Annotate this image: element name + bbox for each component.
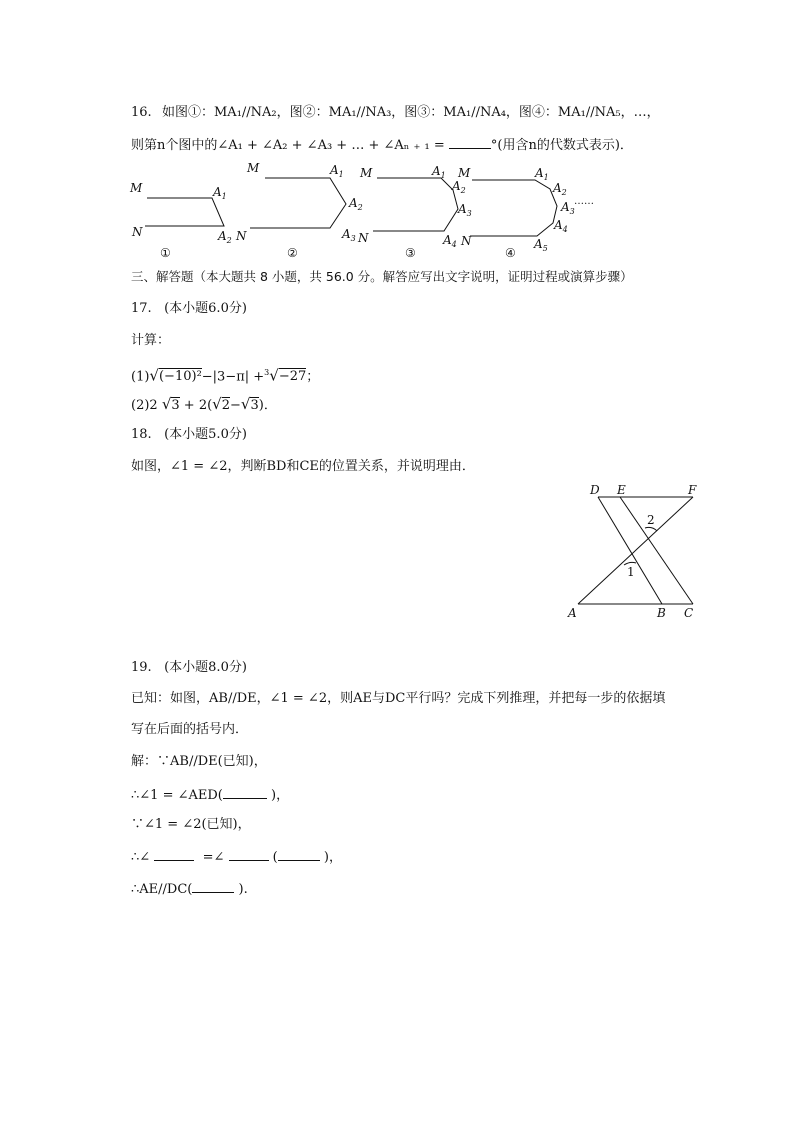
fig1-label-A2: $A_2$ [218,229,232,245]
q17-part2-radicand2: 2 [221,398,231,413]
q18-number: 18. [131,427,152,442]
q19-line1: 已知：如图，AB//DE，∠1 = ∠2，则AE与DC平行吗？完成下列推理，并把每一步的依据填 [131,691,666,706]
q17-part2-radicand1: 3 [171,398,180,413]
q17-part2-radicand3: 3 [250,398,259,413]
q17-part1-radicand1: (−10)² [158,369,202,385]
q19-step4-c: ( [272,850,278,865]
q19-step2-pre: ∴∠1 = ∠AED( [131,788,223,803]
fig4-caption: ④ [505,246,516,260]
q18-line-EC [620,497,693,604]
q17-prompt: 计算： [131,333,171,348]
q19-number: 19. [131,660,152,675]
fig2-label-M: M [247,161,260,175]
fig4-label-A4: $A_4$ [554,218,568,234]
q17-part2-mid: + 2( [179,398,213,413]
q19-blank-2[interactable] [154,847,194,861]
q19-blank-1[interactable] [223,785,267,799]
fig1-label-N: N [132,225,143,239]
q19-header [131,659,247,677]
fig4-label-N: N [461,234,472,248]
q19-step4-a: ∴∠ [131,850,151,865]
fig2-label-A1: $A_1$ [330,163,344,179]
q17-part1-end: ； [306,369,320,385]
q19-step4 [131,847,342,867]
fig4-label-A2: $A_2$ [553,181,567,197]
q16-line2-post: °(用含n的代数式表示)． [490,138,633,153]
q17-number: 17. [131,301,152,316]
q19-step5-pre: ∴AE//DC( [131,882,193,897]
fig1-label-M: M [130,181,143,195]
fig3-label-A2: $A_2$ [452,179,466,195]
fig2-caption: ② [287,246,298,260]
q18-score: (本小题5.0分) [164,427,247,442]
q16-line2-pre: 则第n个图中的∠A₁ + ∠A₂ + ∠A₃ + … + ∠Aₙ ₊ ₁ = [131,138,445,153]
fig4-label-A5: $A_5$ [534,237,548,253]
q18-label-1: 1 [627,565,635,579]
q17-score: (本小题6.0分) [164,301,247,316]
q18-label-D: D [590,483,600,497]
q17-part2-end: )． [258,398,277,413]
fig1-label-A1: $A_1$ [213,185,227,201]
fig3-label-M: M [360,166,373,180]
fig3-caption: ③ [405,246,416,260]
q17-part1-radicand2: −27 [278,369,307,385]
fig2-label-A2: $A_2$ [349,196,363,212]
q19-blank-4[interactable] [278,847,320,861]
q18-label-F: F [688,483,697,497]
q19-step3: ∵∠1 = ∠2(已知)， [131,817,251,832]
fig3-label-A3: $A_3$ [458,202,472,218]
q17-part1-index: 3 [264,368,270,377]
q18-label-B: B [657,606,666,620]
q19-step1: 解：∵AB//DE(已知)， [131,754,267,769]
q18-label-2: 2 [647,513,655,527]
fig4-label-A1: $A_1$ [535,166,549,182]
fig3-label-A4: $A_4$ [443,233,457,249]
q17-part2-label: (2)2 [131,398,158,413]
q18-angle2-arc [645,527,657,531]
fig3-label-A1: $A_1$ [432,164,446,180]
section3-header: 三、解答题（本大题共 8 小题，共 56.0 分。解答应写出文字说明，证明过程或演算步骤） [131,269,633,284]
q19-blank-3[interactable] [229,847,269,861]
q19-step5-post: ). [238,882,248,897]
q18-label-A: A [568,606,577,620]
fig2-label-N: N [236,229,247,243]
fig4-label-M: M [458,166,471,180]
fig3-label-N: N [358,231,369,245]
q16-number: 16. [131,105,152,120]
q19-blank-5[interactable] [192,879,234,893]
q19-line2: 写在后面的括号内． [131,722,249,737]
q17-part1: (1)√(−10)²−|3−π| +$^3$√−27； [131,366,320,385]
q19-step2 [131,785,289,805]
q19-step4-d: )， [323,850,342,865]
q17-part1-mid: −|3−π| + [201,369,265,385]
q19-step2-post: )， [271,788,290,803]
q17-part2-minus: − [230,398,241,413]
fig4-label-A3: $A_3$ [561,200,575,216]
q18-text: 如图，∠1 = ∠2，判断BD和CE的位置关系，并说明理由． [131,459,475,474]
q16-line1: 如图①：MA₁//NA₂，图②：MA₁//NA₃，图③：MA₁//NA₄，图④：MA₁//NA₅，…， [162,105,660,120]
q18-line-AF [578,497,693,604]
q18-label-E: E [617,483,626,497]
q18-label-C: C [684,606,694,620]
q17-part2: (2)2 √3 + 2(√2−√3)． [131,395,277,413]
fig4-dots: …… [574,196,594,207]
q19-step4-b: =∠ [202,850,225,865]
q17-part1-label: (1) [131,369,150,385]
q19-step5 [131,879,248,899]
fig1-caption: ① [160,246,171,260]
q19-score: (本小题8.0分) [164,660,247,675]
fig2-label-A3: $A_3$ [342,227,356,243]
